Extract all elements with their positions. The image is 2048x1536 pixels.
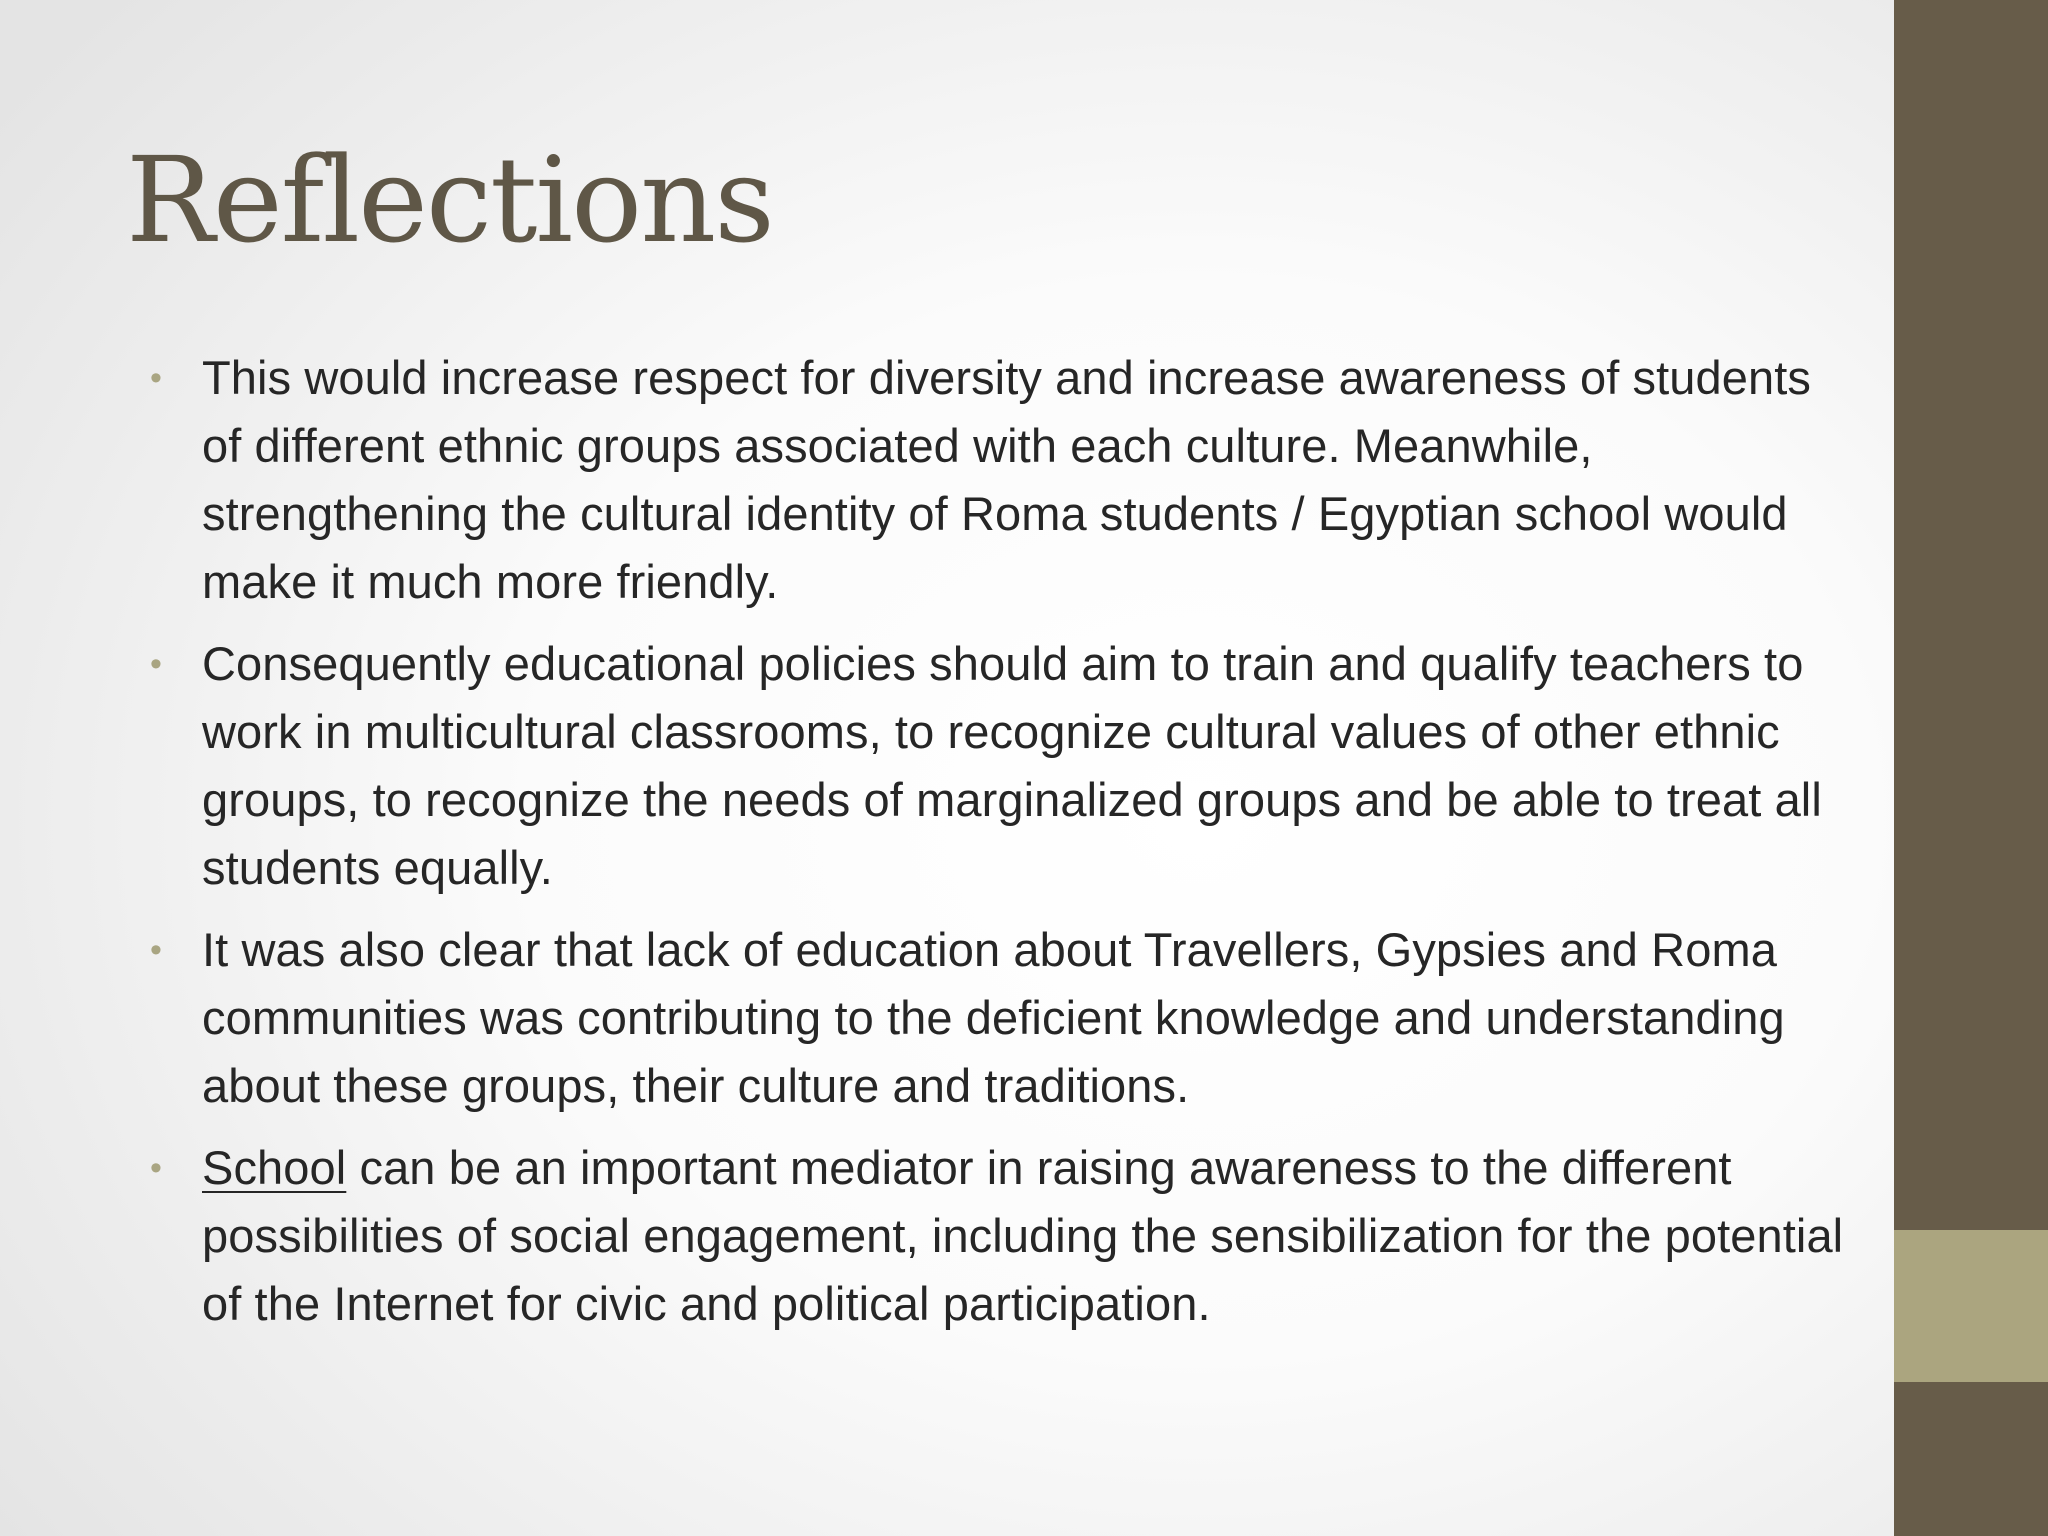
bullet-marker-icon: • — [150, 645, 163, 683]
bullet-marker-icon: • — [150, 931, 163, 969]
underlined-word: School — [202, 1141, 347, 1194]
bullet-item — [148, 916, 1860, 1120]
bullet-marker-icon: • — [150, 359, 163, 397]
bullet-item — [148, 1134, 1860, 1338]
bullet-marker-icon: • — [150, 1149, 163, 1187]
bullet-text: This would increase respect for diversity and increase awareness of students of different ethnic groups associated with each culture. Meanwhile, strengthening the cultural identity of Roma students / Egyptian school would make it much more friendly. — [202, 351, 1811, 608]
bullet-text: can be an important mediator in raising awareness to the different possibilities of social engagement, including the sensibilization for the potential of the Internet for civic and political participation. — [202, 1141, 1844, 1330]
bullet-text: It was also clear that lack of education about Travellers, Gypsies and Roma communities was contributing to the deficient knowledge and understanding about these groups, their culture and traditions. — [202, 923, 1785, 1112]
bullet-item — [148, 344, 1860, 616]
sidebar-accent-block — [1894, 1230, 2048, 1382]
bullet-text: Consequently educational policies should aim to train and qualify teachers to work in multicultural classrooms, to recognize cultural values of other ethnic groups, to recognize the needs of marginalized groups and be able to treat all students equally. — [202, 637, 1822, 894]
slide-title: Reflections — [126, 131, 773, 269]
bullet-list — [148, 344, 1860, 1352]
bullet-item — [148, 630, 1860, 902]
